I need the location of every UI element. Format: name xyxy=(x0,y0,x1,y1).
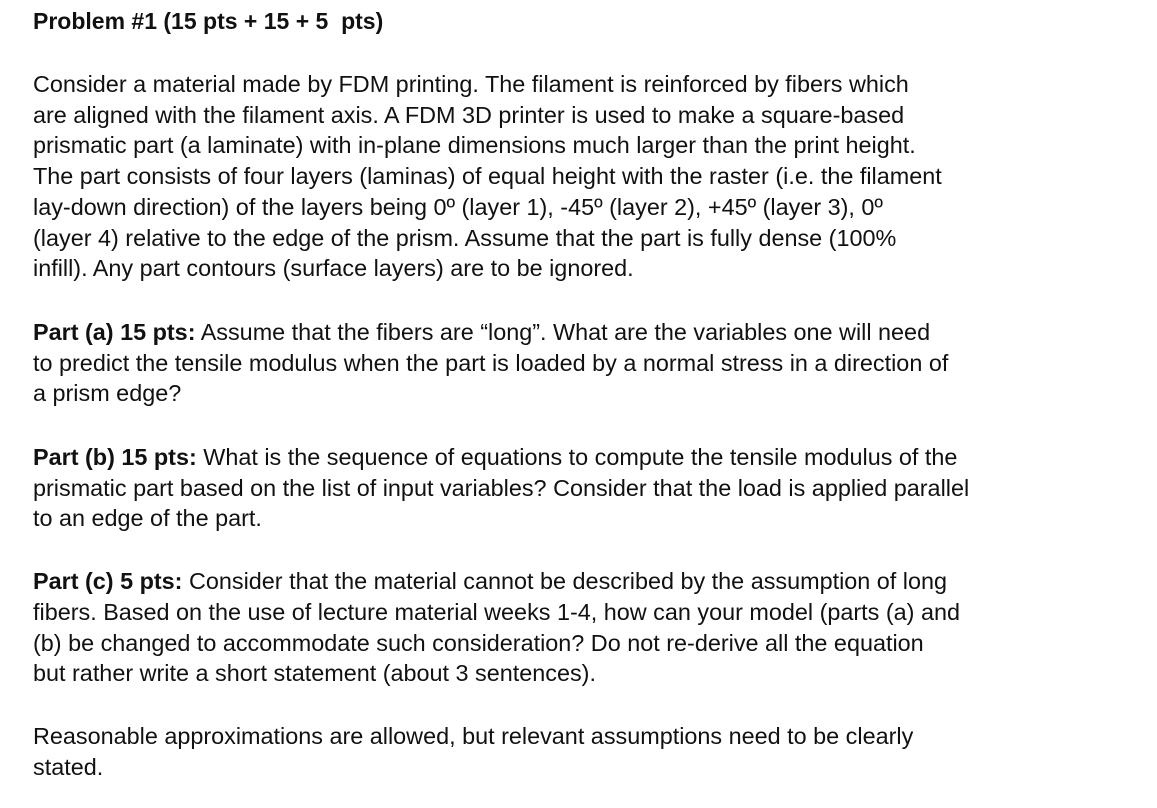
part-a-text: Assume that the fibers are “long”. What are the variables one will need xyxy=(195,318,931,345)
part-b-first-line xyxy=(33,442,1123,473)
part-c-first-line xyxy=(33,566,1123,597)
intro-line: infill). Any part contours (surface layers) are to be ignored. xyxy=(33,255,634,282)
intro-line: The part consists of four layers (laminas) of equal height with the raster (i.e. the filament xyxy=(33,163,942,190)
closing-paragraph xyxy=(33,721,1123,782)
part-c-line: but rather write a short statement (about 3 sentences). xyxy=(33,660,596,687)
part-a-paragraph xyxy=(33,317,1123,409)
part-c-text: Consider that the material cannot be described by the assumption of long xyxy=(182,568,948,595)
intro-line: lay-down direction) of the layers being 0º (layer 1), -45º (layer 2), +45º (layer 3), 0º xyxy=(33,193,883,220)
part-c-paragraph xyxy=(33,566,1123,689)
intro-paragraph xyxy=(33,69,1123,284)
intro-line: are aligned with the filament axis. A FDM 3D printer is used to make a square-based xyxy=(33,101,905,128)
part-c-label: Part (c) 5 pts: xyxy=(33,568,183,595)
part-c-line: (b) be changed to accommodate such consideration? Do not re-derive all the equation xyxy=(33,629,924,656)
part-a-line: to predict the tensile modulus when the part is loaded by a normal stress in a direction of xyxy=(33,349,949,376)
closing-line: stated. xyxy=(33,753,104,780)
intro-line: prismatic part (a laminate) with in-plane dimensions much larger than the print height. xyxy=(33,132,916,159)
part-c-line: fibers. Based on the use of lecture material weeks 1-4, how can your model (parts (a) and xyxy=(33,598,960,625)
part-b-paragraph xyxy=(33,442,1123,534)
part-a-label: Part (a) 15 pts: xyxy=(33,318,196,345)
closing-line: Reasonable approximations are allowed, but relevant assumptions need to be clearly xyxy=(33,722,914,749)
problem-page xyxy=(33,6,1123,782)
part-a-first-line xyxy=(33,317,1123,348)
part-b-text: What is the sequence of equations to compute the tensile modulus of the xyxy=(196,444,958,471)
problem-title: Problem #1 (15 pts + 15 + 5 pts) xyxy=(33,8,384,34)
part-b-label: Part (b) 15 pts: xyxy=(33,444,197,471)
part-a-line: a prism edge? xyxy=(33,380,182,407)
intro-line: (layer 4) relative to the edge of the prism. Assume that the part is fully dense (100% xyxy=(33,224,897,251)
part-b-line: prismatic part based on the list of input variables? Consider that the load is applied parallel xyxy=(33,474,970,501)
intro-line: Consider a material made by FDM printing. The filament is reinforced by fibers which xyxy=(33,71,909,97)
part-b-line: to an edge of the part. xyxy=(33,505,262,532)
